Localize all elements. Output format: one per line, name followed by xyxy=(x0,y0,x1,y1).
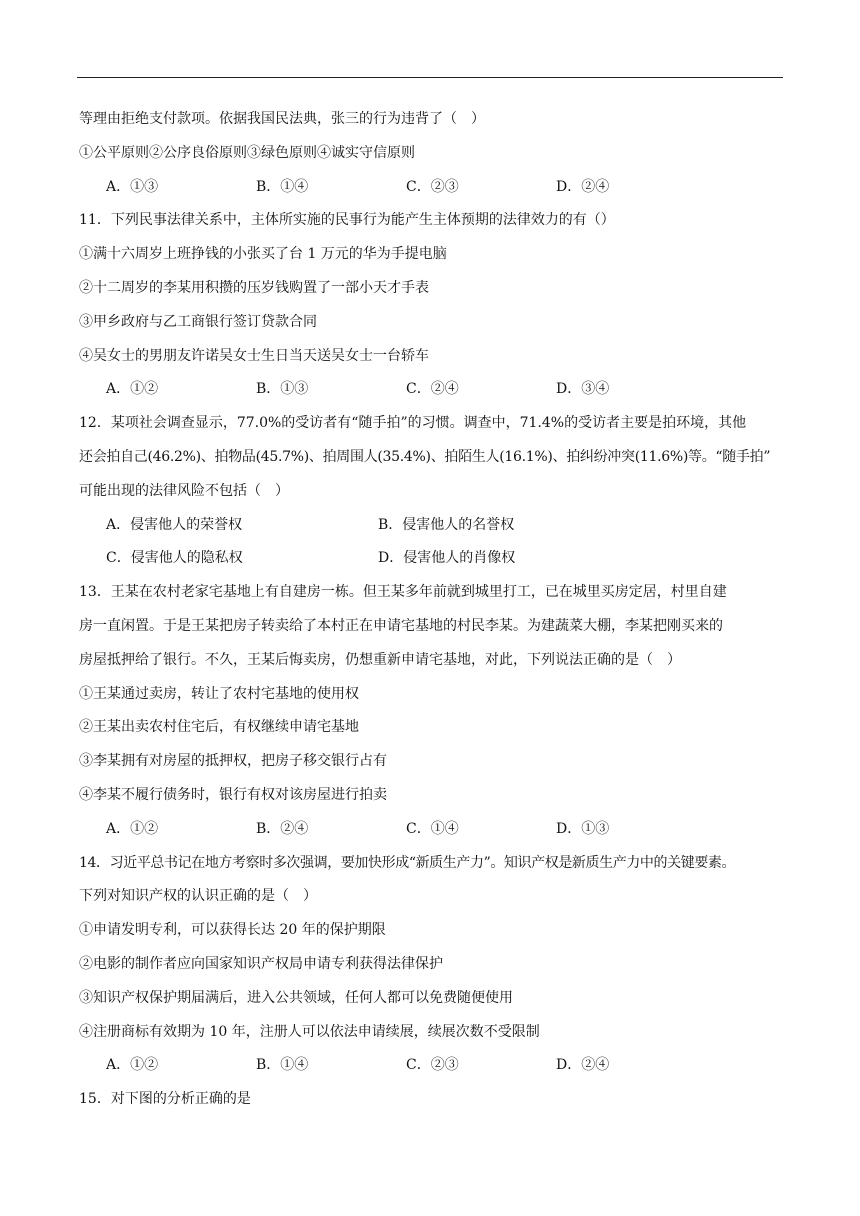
q11-options xyxy=(79,373,783,407)
q12-options-row-2 xyxy=(79,542,783,576)
question-10 xyxy=(79,103,783,204)
option-c: C．②④ xyxy=(406,381,459,398)
option-b: B．①③ xyxy=(256,381,309,398)
q12-stem-line-1: 12．某项社会调查显示，77.0%的受访者有“随手拍”的习惯。调查中，71.4%的受访者主要是拍环境，其他 xyxy=(79,415,747,432)
option-b: B．①④ xyxy=(256,1057,309,1074)
option-a: A．①② xyxy=(106,381,159,398)
q13-statement-3: ③李某拥有对房屋的抵押权，把房子移交银行占有 xyxy=(79,753,387,770)
q14-stem-line-2: 下列对知识产权的认识正确的是（ ） xyxy=(79,888,317,905)
header-rule xyxy=(77,77,783,78)
q10-statements: ①公平原则②公序良俗原则③绿色原则④诚实守信原则 xyxy=(79,144,415,161)
option-d: D．③④ xyxy=(556,381,610,398)
option-b: B．侵害他人的名誉权 xyxy=(378,516,515,533)
q11-stem: 11．下列民事法律关系中，主体所实施的民事行为能产生主体预期的法律效力的有（） xyxy=(79,212,615,229)
option-b: B．②④ xyxy=(256,820,309,837)
option-c: C．侵害他人的隐私权 xyxy=(106,550,243,567)
q10-options xyxy=(79,171,783,205)
q11-statement-3: ③甲乡政府与乙工商银行签订贷款合同 xyxy=(79,313,317,330)
option-a: A．侵害他人的荣誉权 xyxy=(106,516,243,533)
question-11 xyxy=(79,204,783,407)
q14-options xyxy=(79,1049,783,1083)
option-d: D．②④ xyxy=(556,1057,610,1074)
q14-statement-1: ①申请发明专利，可以获得长达 20 年的保护期限 xyxy=(79,922,386,939)
q13-stem-line-3: 房屋抵押给了银行。不久，王某后悔卖房，仍想重新申请宅基地，对此，下列说法正确的是（ ） xyxy=(79,651,681,668)
q13-statement-1: ①王某通过卖房，转让了农村宅基地的使用权 xyxy=(79,685,359,702)
content xyxy=(79,103,783,1117)
option-a: A．①② xyxy=(106,820,159,837)
q14-statement-3: ③知识产权保护期届满后，进入公共领域，任何人都可以免费随便使用 xyxy=(79,989,513,1006)
option-d: D．侵害他人的肖像权 xyxy=(378,550,516,567)
q14-stem-line-1: 14．习近平总书记在地方考察时多次强调，要加快形成“新质生产力”。知识产权是新质生产力中的关键要素。 xyxy=(79,854,736,871)
option-a: A．①③ xyxy=(106,178,159,195)
q11-statement-2: ②十二周岁的李某用积攒的压岁钱购置了一部小天才手表 xyxy=(79,279,429,296)
q12-options-row-1 xyxy=(79,509,783,543)
q12-stem-line-3: 可能出现的法律风险不包括（ ） xyxy=(79,482,289,499)
option-d: D．①③ xyxy=(556,820,610,837)
q13-statement-4: ④李某不履行债务时，银行有权对该房屋进行拍卖 xyxy=(79,786,387,803)
q13-stem-line-1: 13．王某在农村老家宅基地上有自建房一栋。但王某多年前就到城里打工，已在城里买房定居，村里自建 xyxy=(79,584,727,601)
question-12 xyxy=(79,407,783,576)
q13-options xyxy=(79,813,783,847)
question-14 xyxy=(79,847,783,1084)
option-d: D．②④ xyxy=(556,178,610,195)
q13-stem-line-2: 房一直闲置。于是王某把房子转卖给了本村正在申请宅基地的村民李某。为建蔬菜大棚，李某把刚买来的 xyxy=(79,617,723,634)
question-13 xyxy=(79,576,783,846)
q11-statement-4: ④吴女士的男朋友许诺吴女士生日当天送吴女士一台轿车 xyxy=(79,347,429,364)
q11-statement-1: ①满十六周岁上班挣钱的小张买了台 1 万元的华为手提电脑 xyxy=(79,246,447,263)
option-c: C．②③ xyxy=(406,178,459,195)
option-c: C．②③ xyxy=(406,1057,459,1074)
option-c: C．①④ xyxy=(406,820,459,837)
q14-statement-2: ②电影的制作者应向国家知识产权局申请专利获得法律保护 xyxy=(79,955,443,972)
q15-stem: 15．对下图的分析正确的是 xyxy=(79,1091,251,1108)
q10-continuation: 等理由拒绝支付款项。依据我国民法典，张三的行为违背了（ ） xyxy=(79,111,485,127)
q12-stem-line-2: 还会拍自己(46.2%)、拍物品(45.7%)、拍周围人(35.4%)、拍陌生人(16.1%)、拍纠纷冲突(11.6%)等。“随手拍” xyxy=(79,448,771,465)
option-a: A．①② xyxy=(106,1057,159,1074)
q13-statement-2: ②王某出卖农村住宅后，有权继续申请宅基地 xyxy=(79,719,359,736)
q14-statement-4: ④注册商标有效期为 10 年，注册人可以依法申请续展，续展次数不受限制 xyxy=(79,1023,540,1040)
option-b: B．①④ xyxy=(256,178,309,195)
question-15 xyxy=(79,1083,783,1117)
